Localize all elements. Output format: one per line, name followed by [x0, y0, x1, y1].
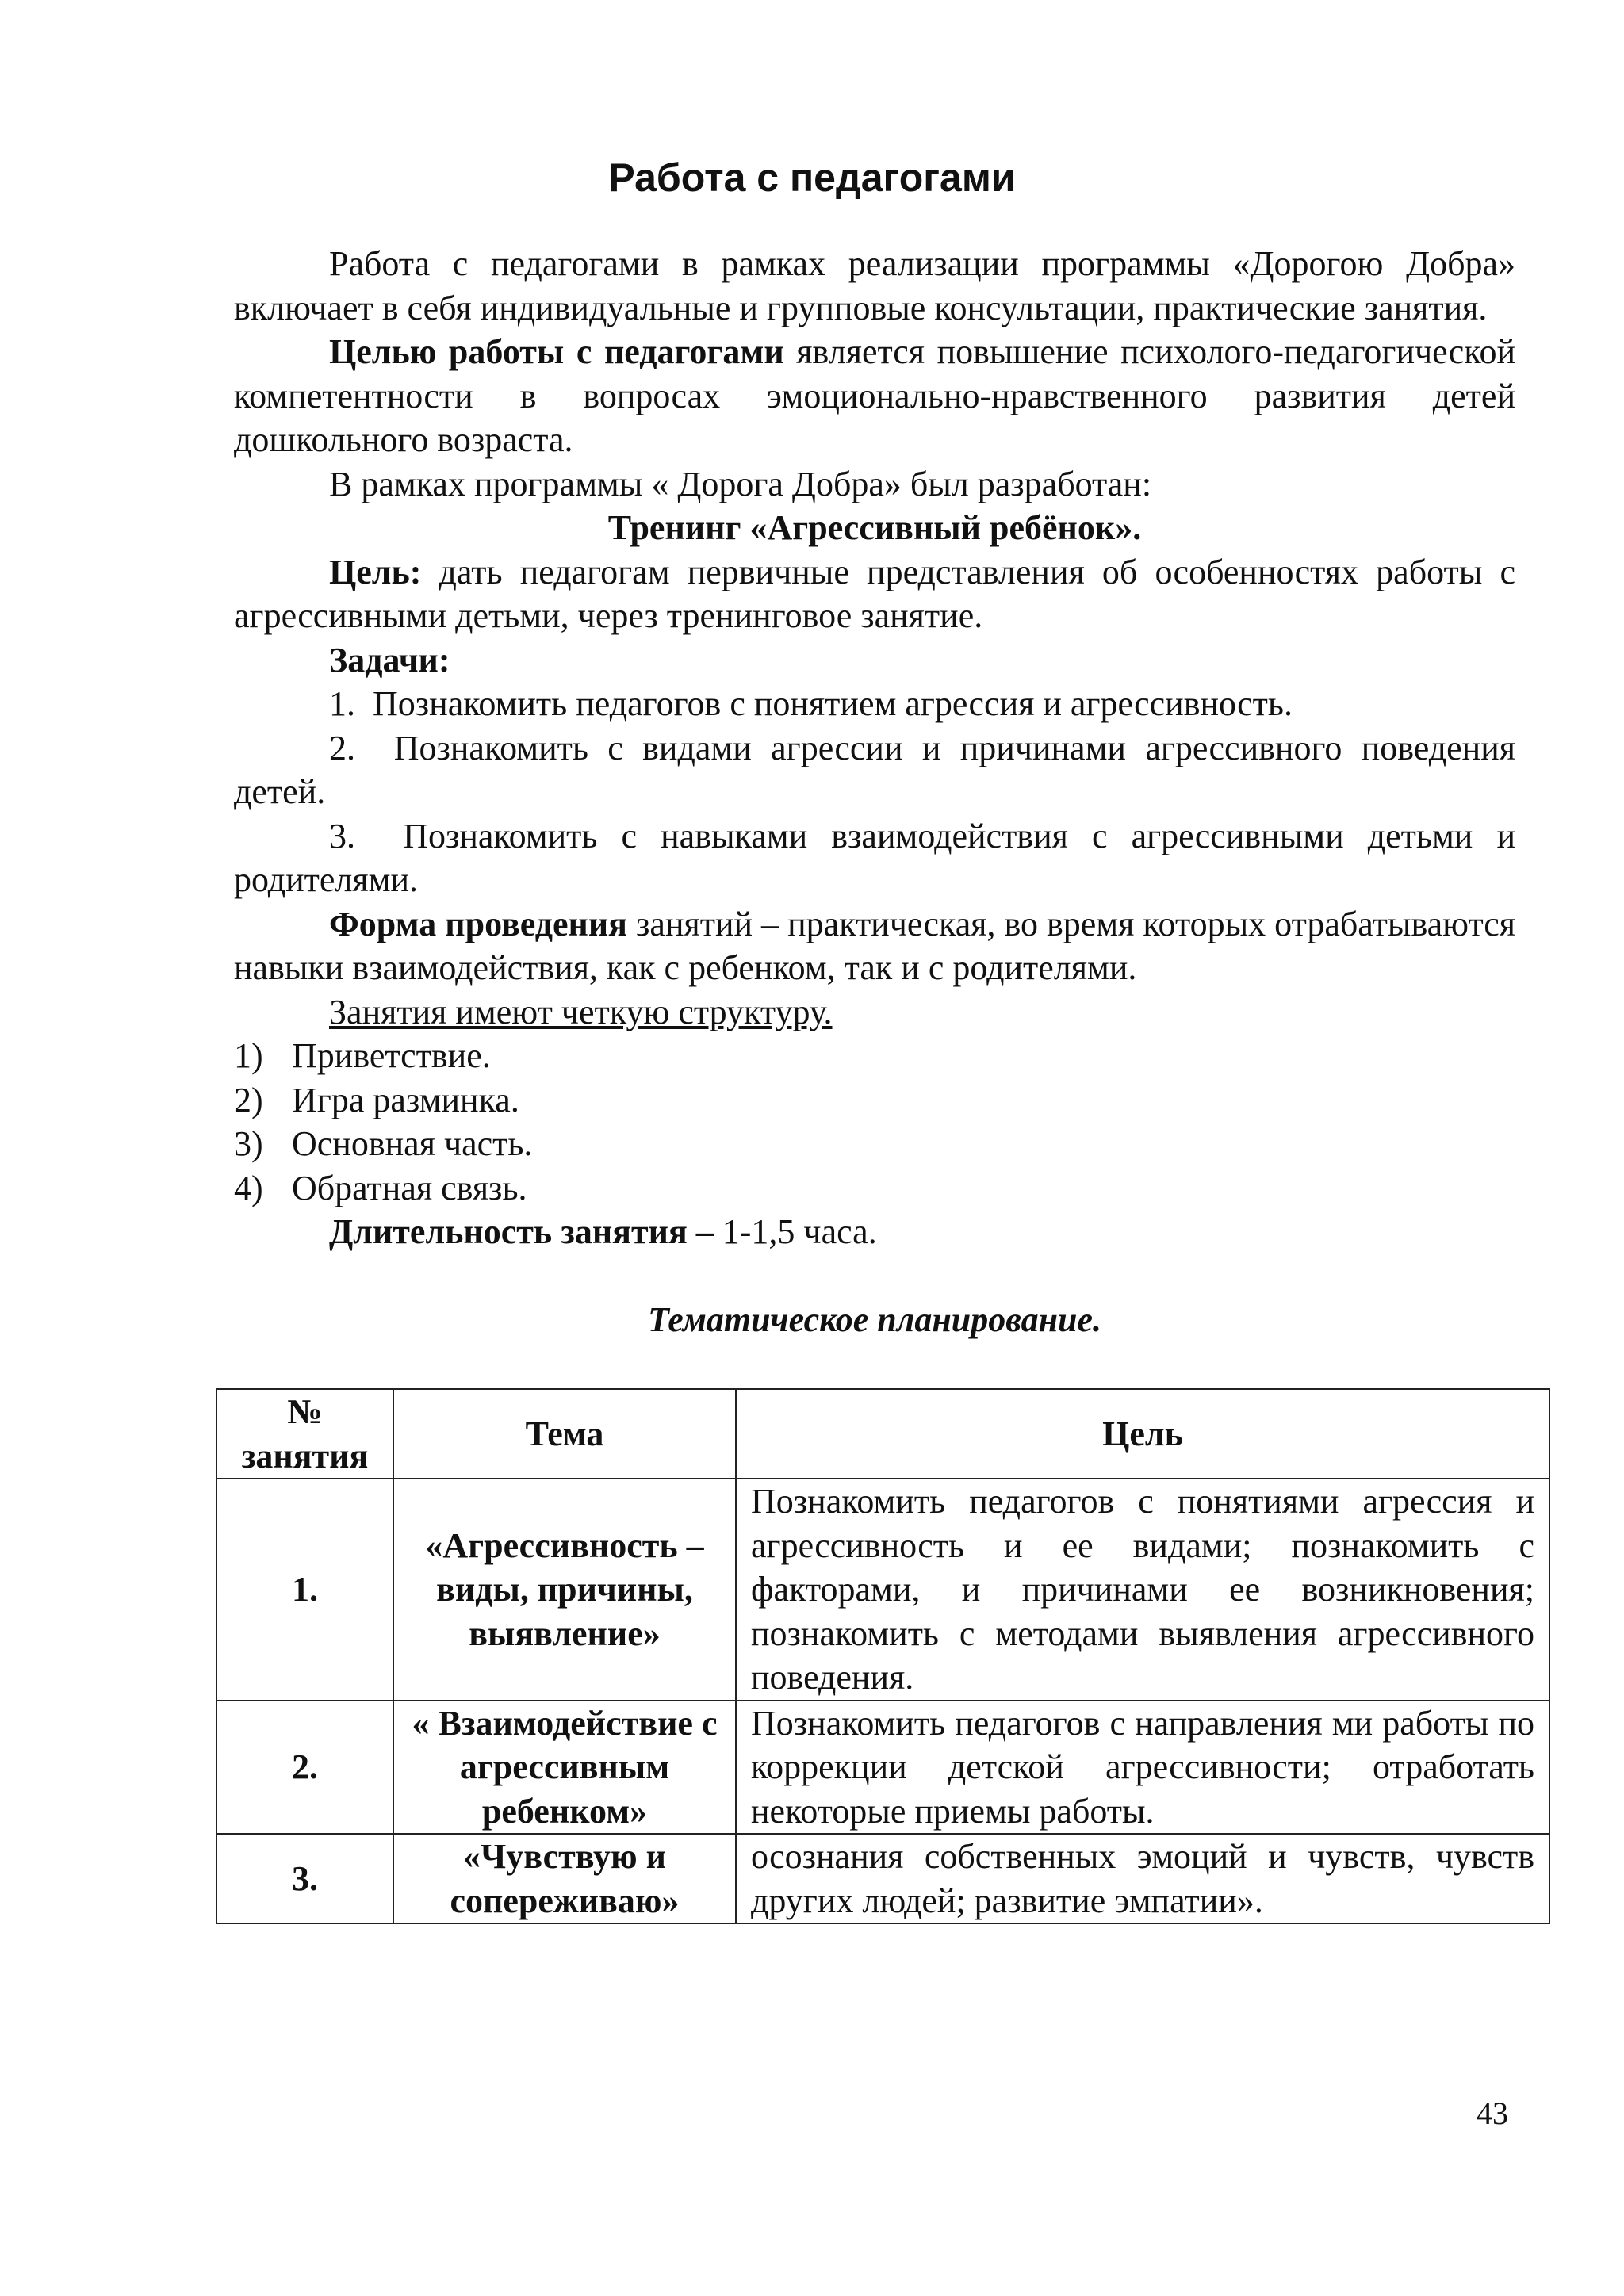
thematic-plan-table — [216, 1388, 1550, 1924]
structure-number: 3) — [234, 1124, 263, 1163]
structure-number: 4) — [234, 1168, 263, 1207]
structure-item — [234, 1122, 1515, 1166]
goal-paragraph — [234, 330, 1515, 462]
task-item — [234, 814, 1515, 902]
form-paragraph — [234, 902, 1515, 990]
task-text: Познакомить с навыками взаимодействия с агрессивными детьми и родителями. — [234, 816, 1515, 899]
duration-label: Длительность занятия – — [329, 1212, 714, 1251]
aim-label: Цель: — [329, 552, 422, 591]
structure-item — [234, 1078, 1515, 1123]
page-title: Работа с педагогами — [608, 155, 1016, 200]
table-header-row — [216, 1389, 1549, 1479]
lesson-number: 3. — [216, 1834, 393, 1923]
spacer — [234, 1254, 1515, 1298]
structure-text: Обратная связь. — [292, 1168, 527, 1207]
header-goal: Цель — [736, 1389, 1549, 1479]
tasks-label: Задачи: — [329, 640, 450, 679]
lesson-goal: Познакомить педагогов с направления ми работы по коррекции детской агрессивности; отработать некоторые приемы работы. — [736, 1701, 1549, 1835]
structure-heading-line — [234, 990, 1515, 1035]
goal-label: Целью работы с педагогами — [329, 332, 784, 371]
task-number: 2. — [329, 728, 355, 767]
training-title: Тренинг «Агрессивный ребёнок». — [607, 508, 1142, 547]
lesson-number: 2. — [216, 1701, 393, 1835]
structure-text: Игра разминка. — [292, 1080, 519, 1119]
table-row — [216, 1701, 1549, 1835]
structure-text: Приветствие. — [292, 1036, 491, 1075]
task-text: Познакомить педагогов с понятием агрессия и агрессивность. — [373, 684, 1293, 723]
structure-number: 1) — [234, 1036, 263, 1075]
intro-paragraph: Работа с педагогами в рамках реализации программы «Дорогою Добра» включает в себя индивидуальные и групповые консультации, практические занятия. — [234, 244, 1515, 327]
aim-paragraph — [234, 550, 1515, 638]
form-label: Форма проведения — [329, 904, 628, 943]
lesson-topic: «Чувствую и сопереживаю» — [393, 1834, 736, 1923]
structure-heading: Занятия имеют четкую структуру. — [329, 992, 833, 1031]
table-row — [216, 1479, 1549, 1701]
duration-paragraph — [234, 1210, 1515, 1254]
lesson-goal: осознания собственных эмоций и чувств, чувств других людей; развитие эмпатии». — [736, 1834, 1549, 1923]
task-item — [234, 726, 1515, 814]
task-number: 3. — [329, 816, 355, 855]
table-title: Тематическое планирование. — [647, 1299, 1102, 1339]
lesson-number: 1. — [216, 1479, 393, 1701]
header-lesson-number: № занятия — [216, 1389, 393, 1479]
aim-text: дать педагогам первичные представления об особенностях работы с агрессивными детьми, через тренинговое занятие. — [234, 552, 1515, 635]
form-text: занятий – практическая, во время которых отрабатываются навыки взаимодействия, как с ребенком, так и с родителями. — [234, 904, 1515, 987]
structure-item — [234, 1034, 1515, 1078]
goal-text: является повышение психолого-педагогической компетентности в вопросах эмоционально-нравственного развития детей дошкольного возраста. — [234, 332, 1515, 459]
lesson-topic: «Агрессивность – виды, причины, выявление» — [393, 1479, 736, 1701]
structure-text: Основная часть. — [292, 1124, 533, 1163]
document-body — [234, 242, 1515, 1341]
task-text: Познакомить с видами агрессии и причинами агрессивного поведения детей. — [234, 728, 1516, 811]
page-number: 43 — [1477, 2095, 1508, 2131]
lesson-topic: « Взаимодействие с агрессивным ребенком» — [393, 1701, 736, 1835]
task-number: 1. — [329, 684, 355, 723]
table-row — [216, 1834, 1549, 1923]
lesson-goal: Познакомить педагогов с понятиями агрессия и агрессивность и ее видами; познакомить с факторами, и причинами ее возникновения; познакомить с методами выявления агрессивного поведения. — [736, 1479, 1549, 1701]
structure-number: 2) — [234, 1080, 263, 1119]
header-topic: Тема — [393, 1389, 736, 1479]
duration-text: 1-1,5 часа. — [713, 1212, 877, 1251]
program-line: В рамках программы « Дорога Добра» был разработан: — [329, 464, 1152, 503]
task-item — [234, 682, 1515, 726]
structure-item — [234, 1166, 1515, 1211]
